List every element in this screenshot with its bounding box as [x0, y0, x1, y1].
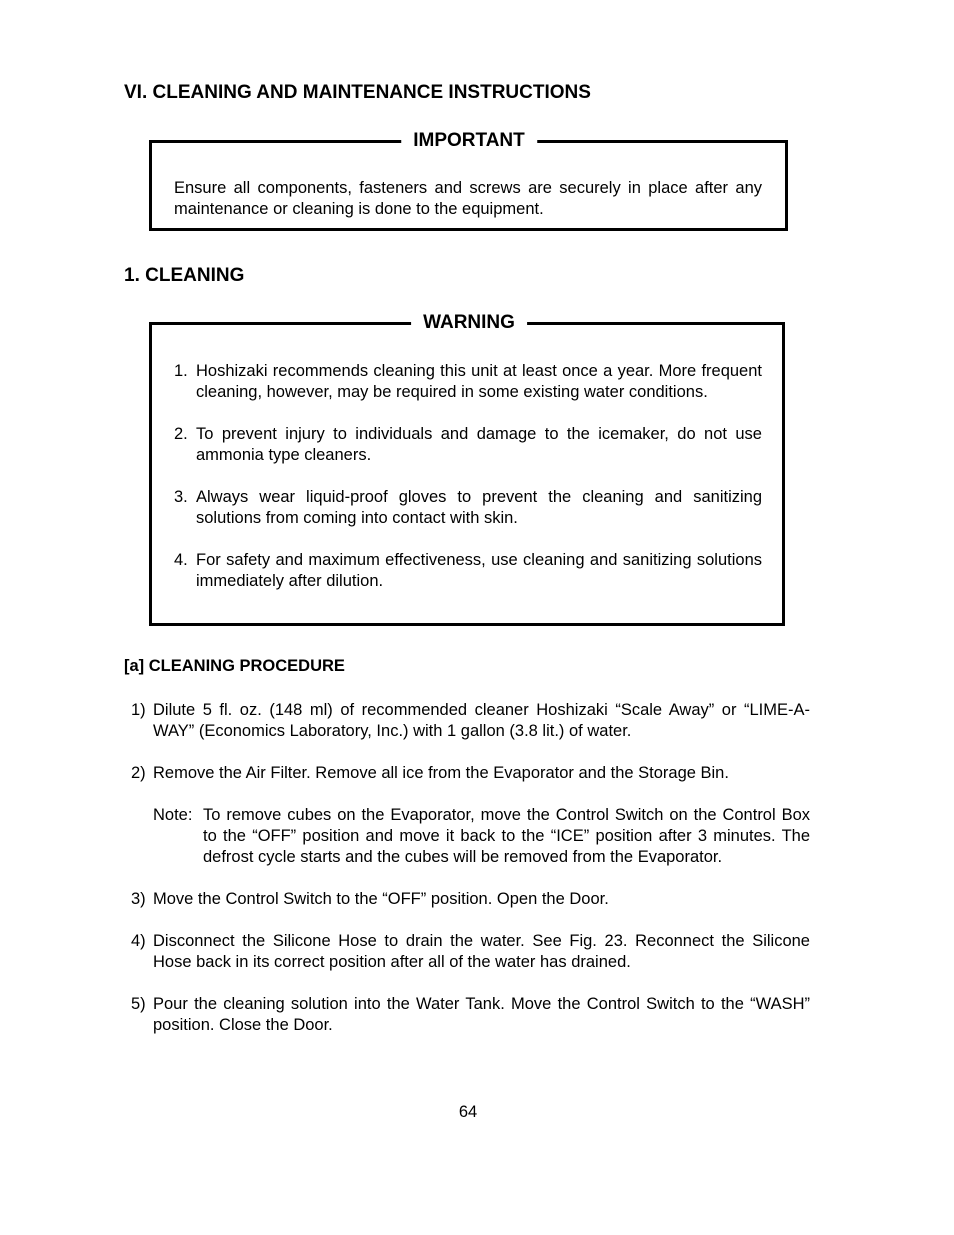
warning-item-text: Always wear liquid-proof gloves to prevent the cleaning and sanitizing solutions from coming into contact with skin. [196, 488, 762, 527]
procedure-step-number: 1) [131, 701, 146, 719]
warning-box [149, 312, 785, 626]
procedure-step-number: 2) [131, 764, 146, 782]
warning-item-number: 4. [174, 551, 188, 569]
warning-item-text: For safety and maximum effectiveness, use cleaning and sanitizing solutions immediately after dilution. [196, 551, 762, 590]
procedure-steps [131, 700, 810, 1036]
procedure-step-text: Dilute 5 fl. oz. (148 ml) of recommended cleaner Hoshizaki “Scale Away” or “LIME-A-WAY” (Economics Laboratory, Inc.) with 1 gallon (3.8 lit.) of water. [153, 701, 810, 740]
warning-item-number: 2. [174, 425, 188, 443]
procedure-step-number: 3) [131, 890, 146, 908]
subsection-title: 1. CLEANING [124, 265, 245, 286]
procedure-note [153, 805, 810, 868]
warning-item-text: To prevent injury to individuals and damage to the icemaker, do not use ammonia type cleaners. [196, 425, 762, 464]
warning-item [174, 550, 762, 592]
important-text: Ensure all components, fasteners and screws are securely in place after any maintenance or cleaning is done to the equipment. [174, 179, 762, 218]
important-notice-box [149, 130, 788, 231]
note-text: To remove cubes on the Evaporator, move the Control Switch on the Control Box to the “OFF” position and move it back to the “ICE” position after 3 minutes. The defrost cycle starts and the cubes will be removed from the Evaporator. [203, 806, 810, 866]
warning-label: WARNING [411, 311, 527, 335]
procedure-step [131, 700, 810, 742]
section-title: VI. CLEANING AND MAINTENANCE INSTRUCTIONS [124, 82, 591, 103]
procedure-step [131, 931, 810, 973]
important-label: IMPORTANT [401, 129, 537, 153]
procedure-step [131, 994, 810, 1036]
warning-item-text: Hoshizaki recommends cleaning this unit at least once a year. More frequent cleaning, however, may be required in some existing water conditions. [196, 362, 762, 401]
procedure-title: [a] CLEANING PROCEDURE [124, 657, 345, 675]
warning-item [174, 424, 762, 466]
warning-item-number: 1. [174, 362, 188, 380]
note-label: Note: [153, 806, 193, 824]
procedure-step [131, 889, 810, 910]
warning-list [174, 361, 762, 592]
procedure-step-text: Disconnect the Silicone Hose to drain the water. See Fig. 23. Reconnect the Silicone Hose back in its correct position after all of the water has drained. [153, 932, 810, 971]
procedure-step-number: 5) [131, 995, 146, 1013]
warning-item [174, 361, 762, 403]
procedure-step-text: Pour the cleaning solution into the Water Tank. Move the Control Switch to the “WASH” position. Close the Door. [153, 995, 810, 1034]
procedure-step [131, 763, 810, 868]
procedure-step-text: Remove the Air Filter. Remove all ice from the Evaporator and the Storage Bin. [153, 764, 729, 782]
page-number: 64 [458, 1103, 478, 1121]
procedure-step-text: Move the Control Switch to the “OFF” position. Open the Door. [153, 890, 609, 908]
warning-item-number: 3. [174, 488, 188, 506]
warning-item [174, 487, 762, 529]
procedure-step-number: 4) [131, 932, 146, 950]
